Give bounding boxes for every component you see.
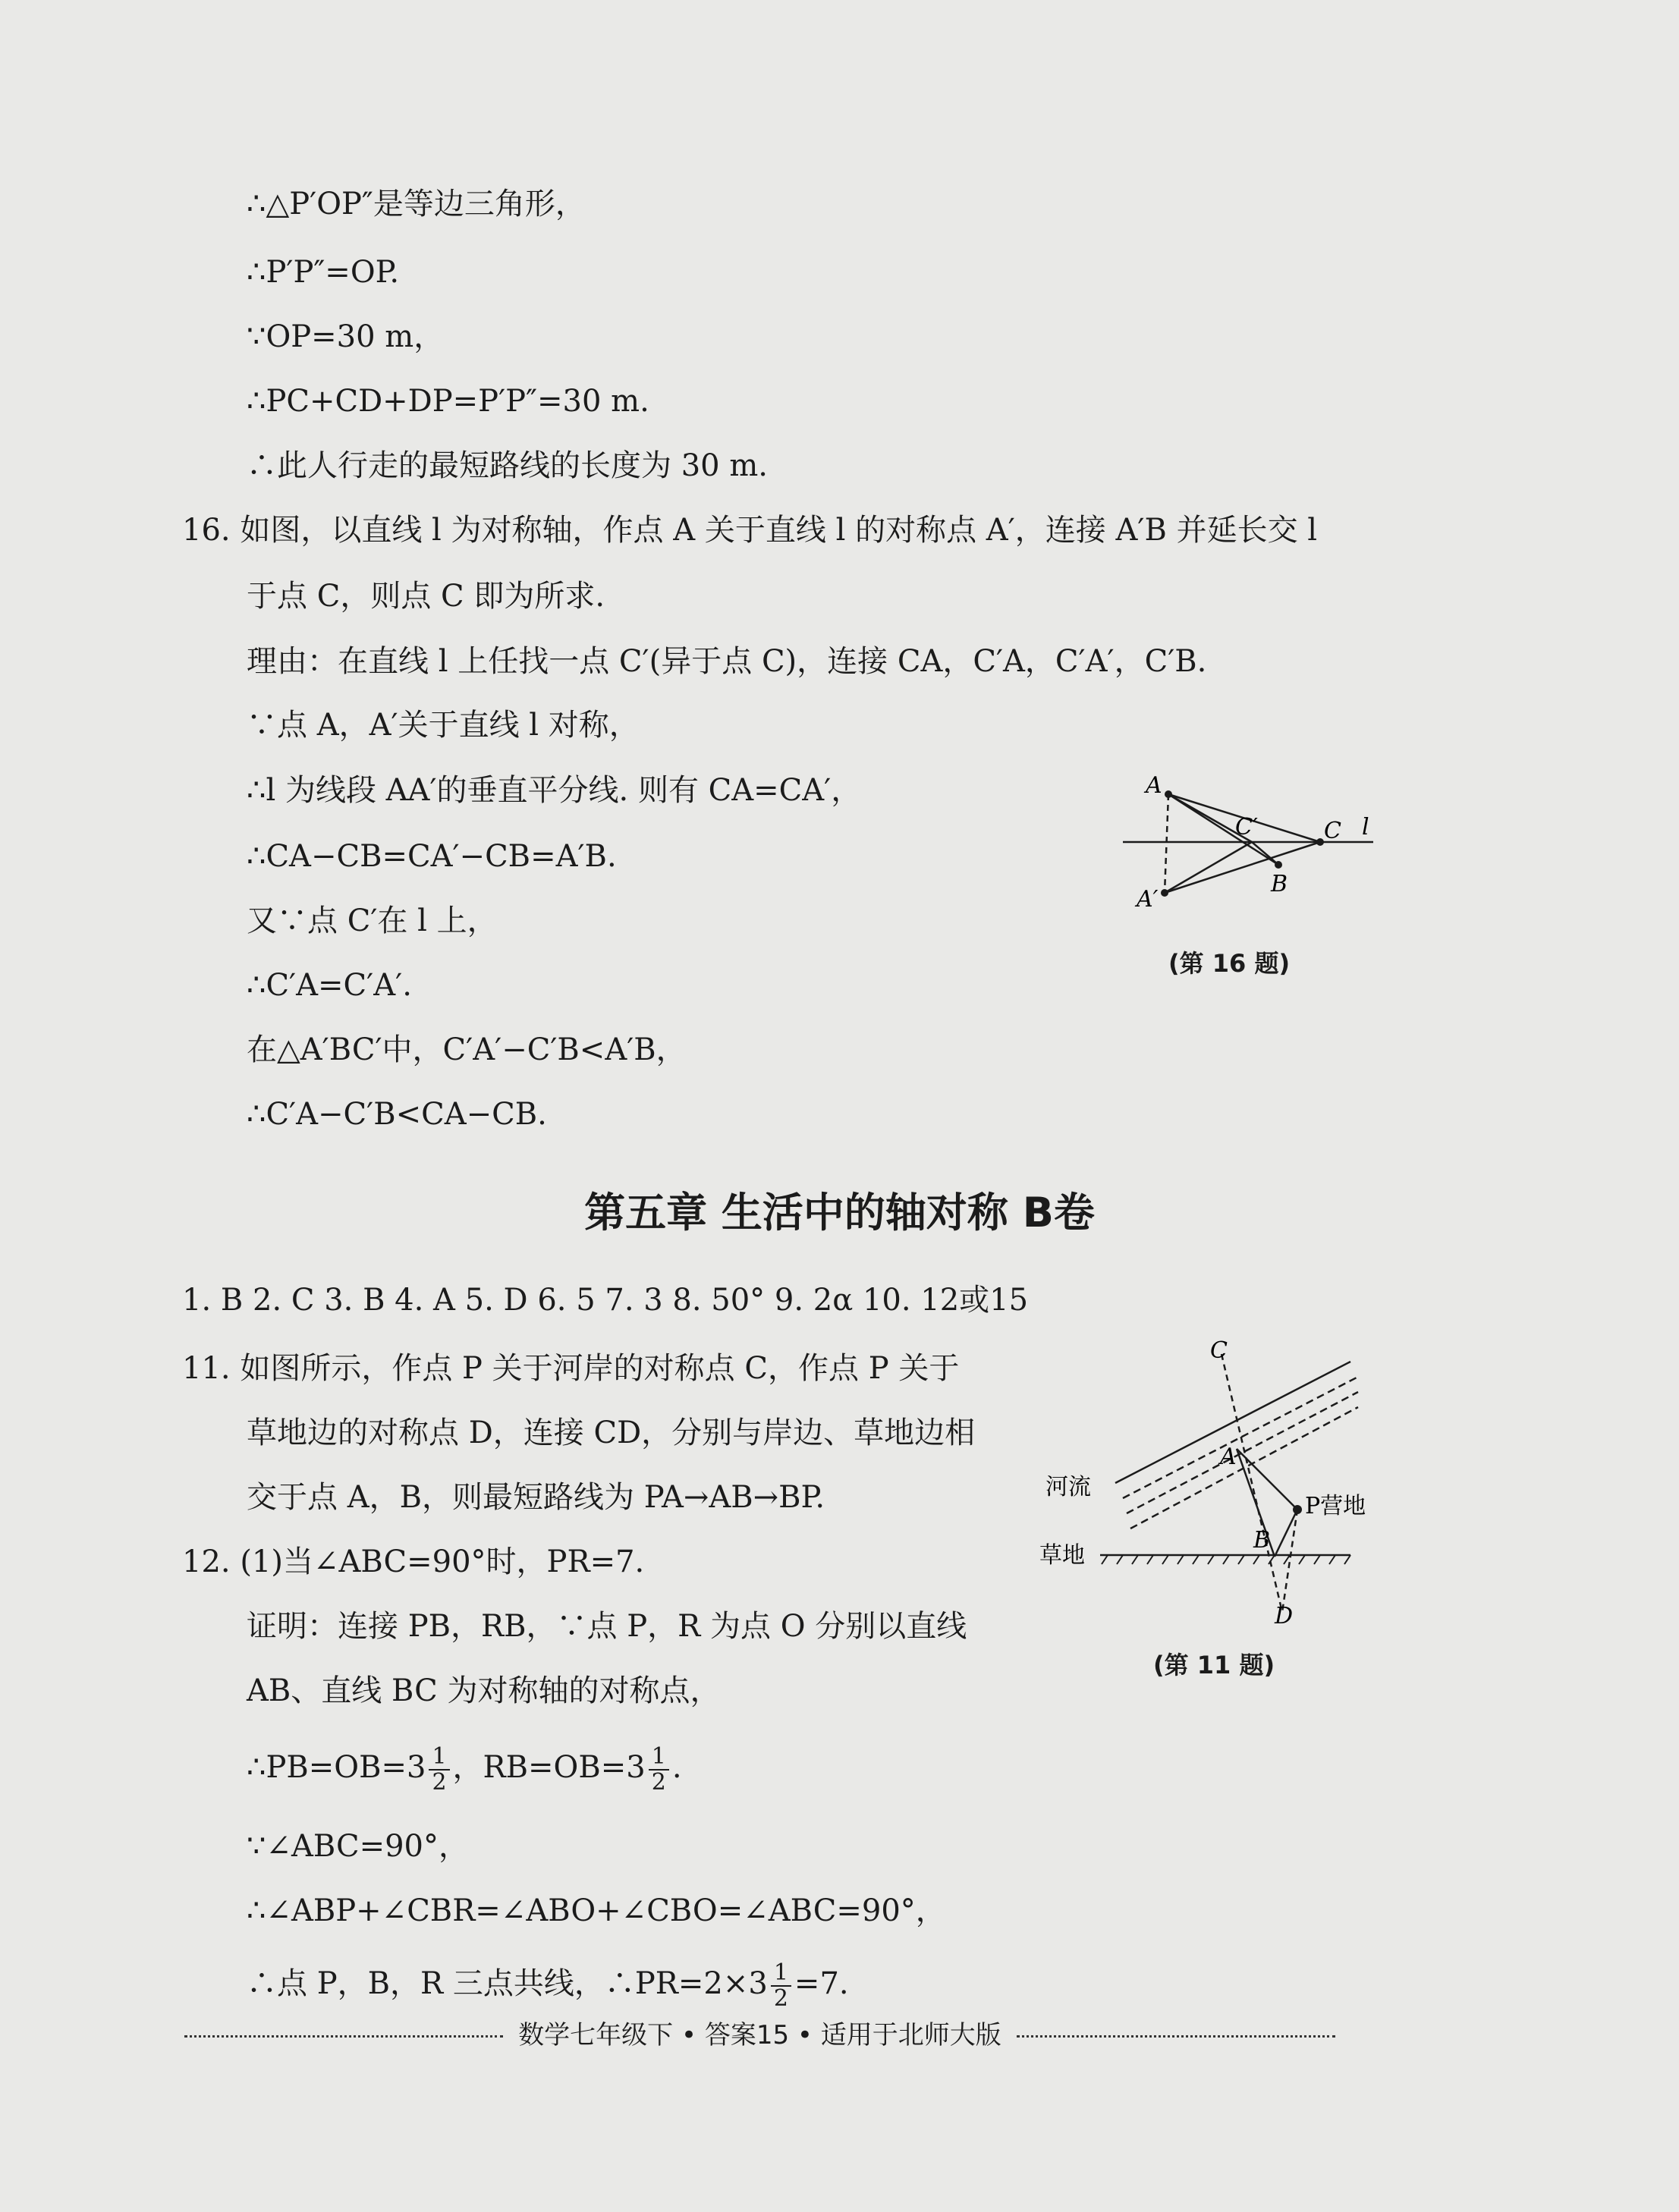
fig16-label-l: l (1362, 814, 1369, 840)
fraction-line-post: . (671, 1750, 682, 1785)
fraction-line (247, 1745, 682, 1795)
fraction-line-post: =7. (794, 1966, 849, 2001)
fraction-line-pre: ∴点 P，B，R 三点共线，∴PR=2×3 (247, 1966, 768, 2001)
fraction-line-mid: ，RB=OB=3 (452, 1750, 646, 1785)
fig11-label-d: D (1275, 1603, 1294, 1629)
fig11-label-river: 河流 (1045, 1474, 1091, 1500)
page-footer (129, 2014, 1391, 2051)
footer-dots-left (184, 2035, 503, 2038)
text-line: ∴PC+CD+DP=P′P″=30 m. (247, 384, 649, 419)
fig16-label-c: C (1324, 818, 1341, 844)
footer-text: 数学七年级下 • 答案15 • 适用于北师大版 (518, 2020, 1001, 2050)
fig11-label-p-camp: P营地 (1305, 1493, 1366, 1519)
fig11-label-grass: 草地 (1039, 1542, 1085, 1569)
fraction: $\frac{1}{2}$ (429, 1745, 449, 1795)
fraction-line (247, 1961, 849, 2011)
problem-12-line: 12. (1)当∠ABC=90°时，PR=7. (182, 1544, 645, 1579)
fig11-label-a: A (1220, 1444, 1237, 1470)
text-line: ∵OP=30 m， (247, 319, 445, 354)
text-line: 证明：连接 PB，RB，∵点 P，R 为点 O 分别以直线 (247, 1609, 967, 1644)
figure-16-diagram (1115, 762, 1404, 922)
text-line: ∴C′A=C′A′. (247, 968, 412, 1003)
text-line: 理由：在直线 l 上任找一点 C′(异于点 C)，连接 CA，C′A，C′A′，C′B. (247, 644, 1207, 679)
text-line: ∴CA−CB=CA′−CB=A′B. (247, 839, 617, 874)
chapter-title: 第五章 生活中的轴对称 B卷 (584, 1189, 1095, 1236)
figure-16-caption: (第 16 题) (1168, 949, 1291, 978)
problem-11-line: 11. 如图所示，作点 P 关于河岸的对称点 C，作点 P 关于 (182, 1351, 960, 1386)
text-line: 又∵点 C′在 l 上， (247, 903, 498, 938)
text-line: 在△A′BC′中，C′A′−C′B<A′B， (247, 1032, 687, 1067)
problem-16-line: 16. 如图，以直线 l 为对称轴，作点 A 关于直线 l 的对称点 A′，连接 A′B 并延长交 l (182, 513, 1318, 548)
text-line: ∴P′P″=OP. (247, 255, 400, 290)
fig11-label-b: B (1253, 1527, 1271, 1554)
text-line: ∵点 A，A′关于直线 l 对称， (247, 708, 640, 743)
footer-dots-right (1017, 2035, 1335, 2038)
figure-11-caption: (第 11 题) (1153, 1651, 1275, 1679)
fig16-label-b: B (1271, 871, 1288, 897)
text-line: ∴C′A−C′B<CA−CB. (247, 1097, 547, 1132)
text-line: 交于点 A，B，则最短路线为 PA→AB→BP. (247, 1480, 825, 1515)
fraction: $\frac{1}{2}$ (771, 1961, 791, 2011)
fraction: $\frac{1}{2}$ (649, 1745, 669, 1795)
fig16-label-a-prime: A′ (1137, 886, 1159, 913)
fig11-label-c: C (1210, 1337, 1228, 1364)
fig16-label-c-prime: C′ (1235, 814, 1258, 840)
answers-line: 1. B 2. C 3. B 4. A 5. D 6. 5 7. 3 8. 50° 9. 2α 10. 12或15 (182, 1283, 1029, 1318)
text-line: 于点 C，则点 C 即为所求. (247, 579, 605, 614)
text-line: ∴△P′OP″是等边三角形， (247, 187, 586, 222)
fig16-label-a: A (1146, 772, 1162, 799)
fraction-line-pre: ∴PB=OB=3 (247, 1750, 426, 1785)
figure-11-diagram (1039, 1337, 1366, 1631)
text-line: ∴此人行走的最短路线的长度为 30 m. (247, 448, 768, 483)
text-line: ∴∠ABP+∠CBR=∠ABO+∠CBO=∠ABC=90°， (247, 1893, 946, 1928)
text-line: AB、直线 BC 为对称轴的对称点， (247, 1673, 721, 1708)
text-line: ∴l 为线段 AA′的垂直平分线. 则有 CA=CA′， (247, 773, 862, 808)
text-line: 草地边的对称点 D，连接 CD，分别与岸边、草地边相 (247, 1415, 976, 1450)
text-line: ∵∠ABC=90°， (247, 1829, 470, 1864)
